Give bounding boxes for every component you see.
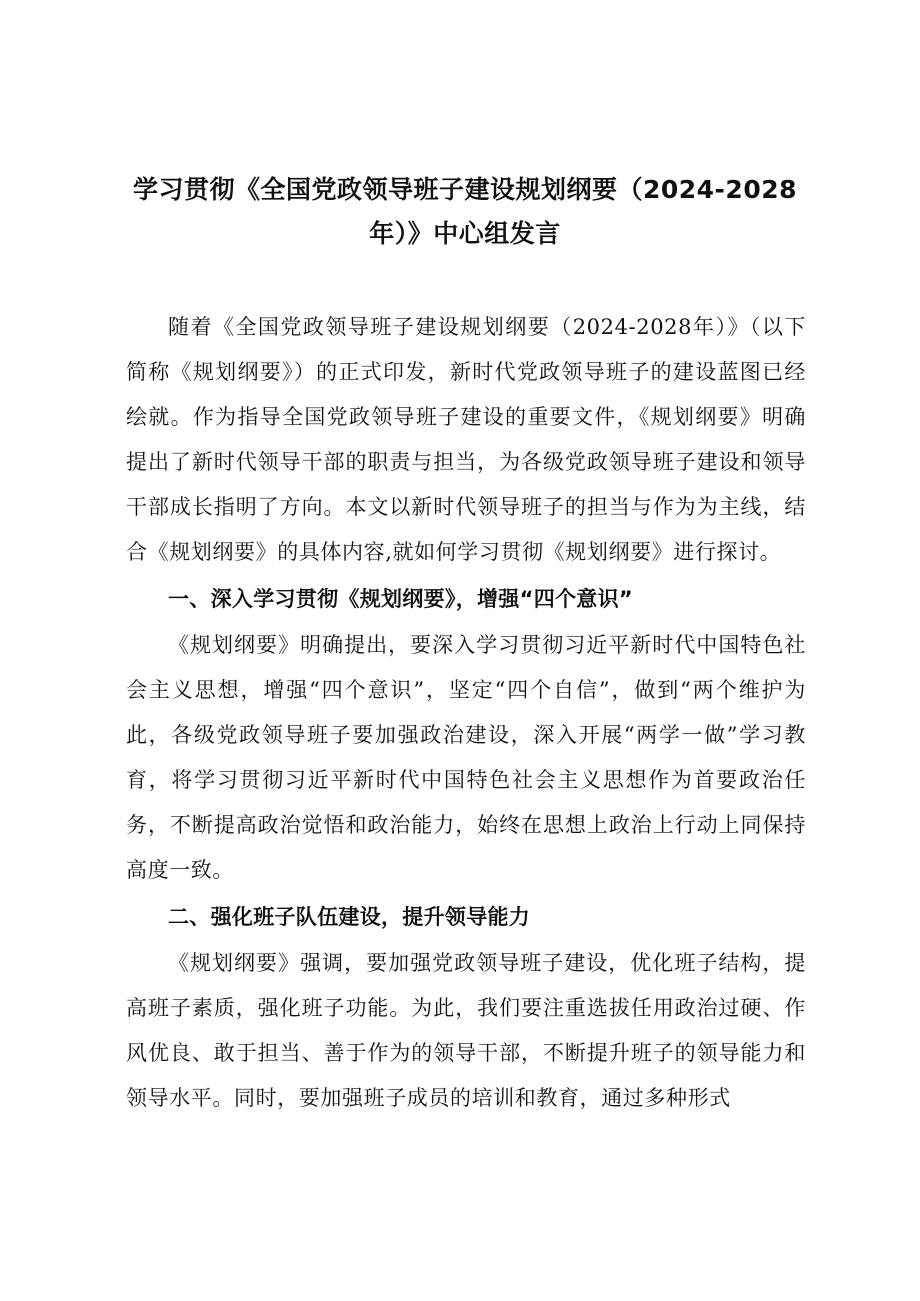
document-body [126,305,806,1121]
section-1-heading: 一、深入学习贯彻《规划纲要》，增强“四个意识” [168,587,634,611]
section-2-paragraph: 《规划纲要》强调，要加强党政领导班子建设，优化班子结构，提高班子素质，强化班子功能。为此，我们要注重选拔任用政治过硬、作风优良、敢于担当、善于作为的领导干部，不断提升班子的领导能力和领导水平。同时，要加强班子成员的培训和教育，通过多种形式 [126,951,806,1110]
title-line-2: 年）》中心组发言 [369,219,561,248]
intro-paragraph: 随着《全国党政领导班子建设规划纲要（2024-2028年）》（以下简称《规划纲要》）的正式印发，新时代党政领导班子的建设蓝图已经绘就。作为指导全国党政领导班子建设的重要文件，《规划纲要》明确提出了新时代领导干部的职责与担当，为各级党政领导班子建设和领导干部成长指明了方向。本文以新时代领导班子的担当与作为为主线，结合《规划纲要》的具体内容,就如何学习贯彻《规划纲要》进行探讨。 [126,315,806,564]
document-title [120,168,810,256]
section-2-heading: 二、强化班子队伍建设，提升领导能力 [168,905,531,929]
section-1-paragraph: 《规划纲要》明确提出，要深入学习贯彻习近平新时代中国特色社会主义思想，增强“四个意识”，坚定“四个自信”，做到“两个维护为此，各级党政领导班子要加强政治建设，深入开展“两学一做”学习教育，将学习贯彻习近平新时代中国特色社会主义思想作为首要政治任务，不断提高政治觉悟和政治能力，始终在思想上政治上行动上同保持高度一致。 [126,633,806,882]
title-line-1: 学习贯彻《全国党政领导班子建设规划纲要（2024-2028 [132,175,798,204]
